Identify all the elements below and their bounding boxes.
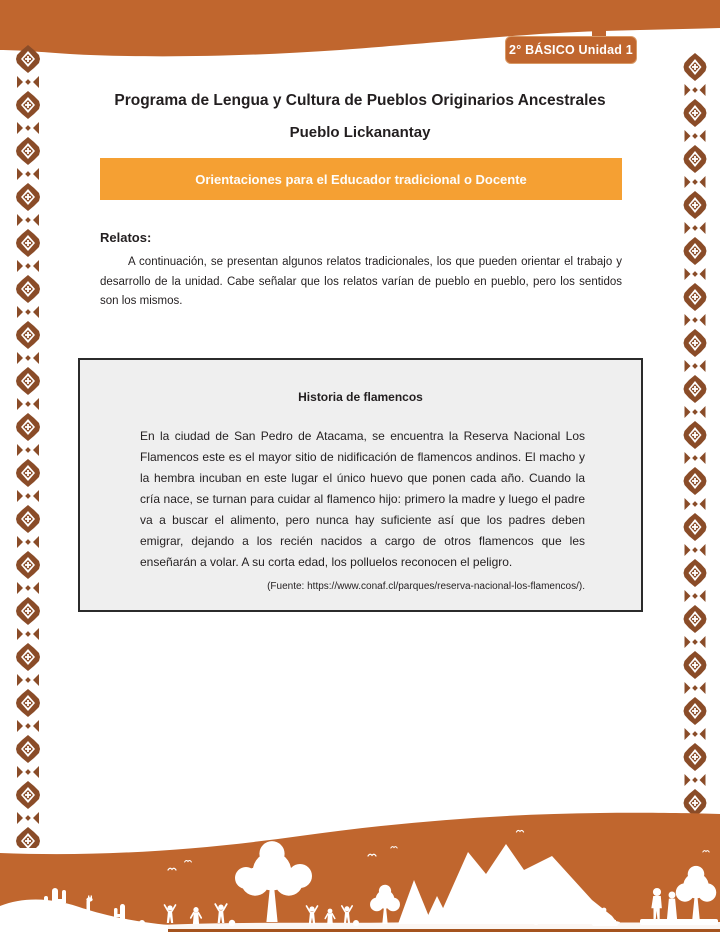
story-body: En la ciudad de San Pedro de Atacama, se encuentra la Reserva Nacional Los Flamencos este es el mayor sitio de nidificación de flamencos andinos. El macho y la hembra incuban en este lugar el único huevo que ponen cada año. Cuando la cría nace, se turnan para cuidar al flamenco hijo: primero la madre y luego el padre va a buscar el alimento, pero nunca hay suficiente así que los padres deben emigrar, dejando a los recién nacidos a cargo de otros flamencos que les enseñarán a volar. A su corta edad, los polluelos reconocen el peligro. xyxy=(140,429,585,569)
orientation-banner xyxy=(100,158,622,200)
page-title-line1: Programa de Lengua y Cultura de Pueblos Originarios Ancestrales xyxy=(114,92,606,109)
story-title: Historia de flamencos xyxy=(298,390,423,404)
andean-border-pattern-left-icon xyxy=(13,44,43,848)
level-badge-label: 2° BÁSICO Unidad 1 xyxy=(509,43,633,57)
relatos-intro-paragraph: A continuación, se presentan algunos relatos tradicionales, los que pueden orientar el trabajo y desarrollo de la unidad. Cabe señalar que los relatos varían de pueblo en pueblo, pero los sentidos son los mismos. xyxy=(100,256,622,307)
level-badge xyxy=(505,36,637,64)
story-source: (Fuente: https://www.conaf.cl/parques/reserva-nacional-los-flamencos/). xyxy=(267,581,585,592)
footer-illustration xyxy=(0,812,720,932)
page-title-line2: Pueblo Lickanantay xyxy=(289,124,431,141)
orientation-banner-label: Orientaciones para el Educador tradicional o Docente xyxy=(195,171,527,187)
relatos-heading: Relatos: xyxy=(100,230,152,245)
andean-border-pattern-right-icon xyxy=(681,52,709,838)
story-box xyxy=(78,358,643,612)
